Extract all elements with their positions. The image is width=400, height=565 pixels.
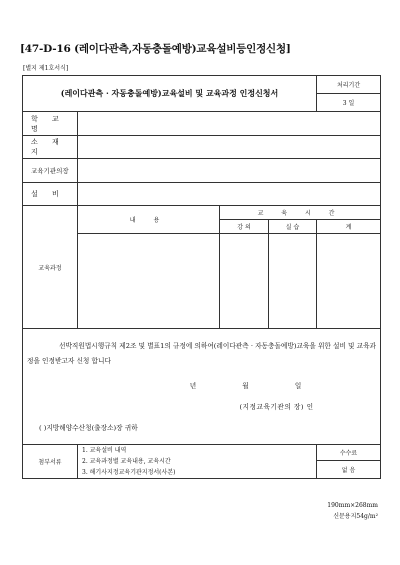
- lecture-cell[interactable]: [220, 234, 269, 329]
- total-cell[interactable]: [317, 234, 381, 329]
- processing-period-label: 처리기간: [317, 76, 381, 94]
- practice-header: 실 습: [269, 220, 317, 234]
- institution-head-field[interactable]: [78, 159, 381, 183]
- attachments-label: 첨부서류: [23, 445, 78, 479]
- statement-block: [23, 329, 381, 445]
- practice-cell[interactable]: [269, 234, 317, 329]
- application-form: [22, 75, 381, 479]
- attachment-item: 2. 교육과정별 교육내용, 교육시간: [82, 458, 171, 465]
- attachment-item: 3. 해기사지정교육기관지정서(사본): [82, 469, 176, 476]
- address-field[interactable]: [78, 136, 381, 159]
- date-line: 년 월 일: [189, 382, 324, 390]
- total-header: 계: [317, 220, 381, 234]
- lecture-header: 강 의: [220, 220, 269, 234]
- course-label: 교육과정: [23, 206, 78, 329]
- fee-label: 수수료: [317, 445, 381, 461]
- institution-head-label: 교육기관의장: [23, 159, 78, 183]
- equipment-field[interactable]: [78, 183, 381, 206]
- addressee-line: ( )지방해양수산청(출장소)장 귀하: [39, 424, 138, 432]
- school-name-label: 학 교 명: [23, 112, 78, 136]
- content-header: 내 용: [78, 206, 220, 234]
- form-number: [별지 제1호서식]: [23, 65, 69, 72]
- fee-value: 없 음: [317, 461, 381, 479]
- content-cell[interactable]: [78, 234, 220, 329]
- equipment-label: 설 비: [23, 183, 78, 206]
- attachment-item: 1. 교육설비 내역: [82, 447, 127, 454]
- statement-text: 선박직원법시행규칙 제2조 및 별표1의 규정에 의하여(레이다관측 · 자동충돌예방)교육을 위한 설비 및 교육과정을 인정받고자 신청 합니다: [27, 342, 377, 365]
- attachments-list: [78, 445, 317, 479]
- document-title: [47-D-16 (레이다관측,자동충돌예방)교육설비등인정신청]: [20, 43, 291, 55]
- applicant-line: (지정교육기관의 장) 인: [239, 403, 314, 411]
- address-label: 소 재 지: [23, 136, 78, 159]
- form-title: (레이다관측 · 자동충돌예방)교육설비 및 교육과정 인정신청서: [23, 76, 317, 112]
- processing-period-value: 3 일: [317, 94, 381, 112]
- school-name-field[interactable]: [78, 112, 381, 136]
- hours-header: 교 육 시 간: [220, 206, 381, 220]
- paper-size: 190mm×268mm: [327, 502, 378, 509]
- paper-type: 신문용지54g/m²: [333, 513, 378, 520]
